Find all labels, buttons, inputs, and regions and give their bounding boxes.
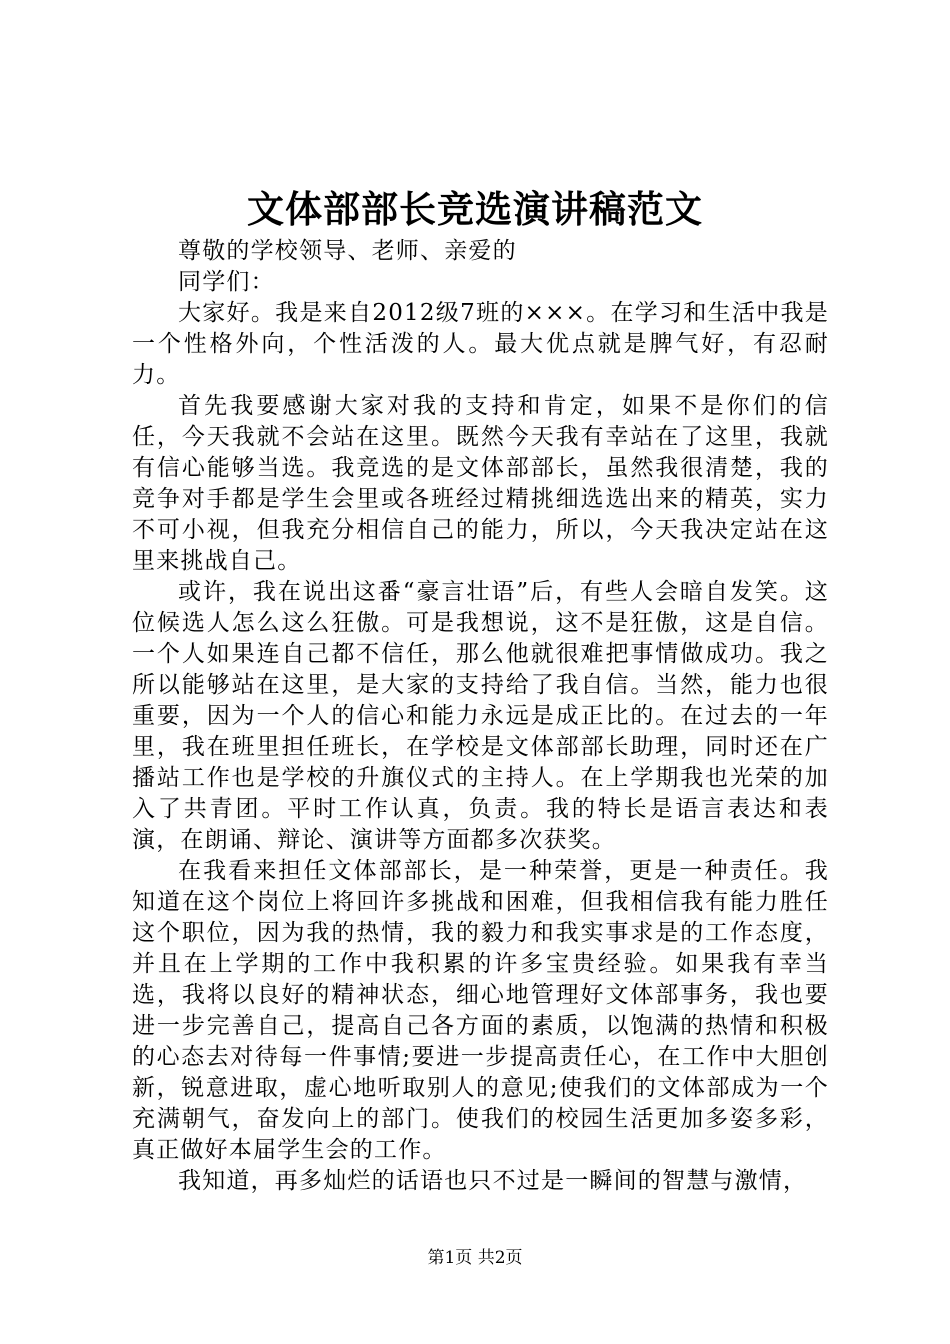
body-paragraph: 同学们： xyxy=(178,269,275,295)
document-body xyxy=(132,236,829,1197)
body-paragraph: 首先我要感谢大家对我的支持和肯定，如果不是你们的信任，今天我就不会站在这里。既然今天我有幸站在了这里，我就有信心能够当选。我竞选的是文体部部长，虽然我很清楚，我的竞争对手都是学生会里或各班经过精挑细选选出来的精英，实力不可小视，但我充分相信自己的能力，所以，今天我决定站在这里来挑战自己。 xyxy=(132,393,829,574)
body-paragraph: 我知道，再多灿烂的话语也只不过是一瞬间的智慧与激情， xyxy=(178,1168,808,1194)
body-paragraph: 或许，我在说出这番“豪言壮语”后，有些人会暗自发笑。这位候选人怎么这么狂傲。可是我想说，这不是狂傲，这是自信。一个人如果连自己都不信任，那么他就很难把事情做成功。我之所以能够站在这里，是大家的支持给了我自信。当然，能力也很重要，因为一个人的信心和能力永远是成正比的。在过去的一年里，我在班里担任班长，在学校是文体部部长助理，同时还在广播站工作也是学校的升旗仪式的主持人。在上学期我也光荣的加入了共青团。平时工作认真，负责。我的特长是语言表达和表演，在朗诵、辩论、演讲等方面都多次获奖。 xyxy=(132,579,829,853)
document-title: 文体部部长竞选演讲稿范文 xyxy=(247,187,703,231)
body-paragraph: 尊敬的学校领导、老师、亲爱的 xyxy=(178,238,517,264)
body-paragraph: 在我看来担任文体部部长，是一种荣誉，更是一种责任。我知道在这个岗位上将回许多挑战和困难，但我相信我有能力胜任这个职位，因为我的热情，我的毅力和我实事求是的工作态度，并且在上学期的工作中我积累的许多宝贵经验。如果我有幸当选，我将以良好的精神状态，细心地管理好文体部事务，我也要进一步完善自己，提高自己各方面的素质，以饱满的热情和积极的心态去对待每一件事情;要进一步提高责任心，在工作中大胆创新，锐意进取，虚心地听取别人的意见;使我们的文体部成为一个充满朝气，奋发向上的部门。使我们的校园生活更加多姿多彩，真正做好本届学生会的工作。 xyxy=(132,858,829,1163)
page-footer: 第1页 共2页 xyxy=(427,1248,523,1268)
body-paragraph: 大家好。我是来自2012级7班的×××。在学习和生活中我是一个性格外向，个性活泼的人。最大优点就是脾气好，有忍耐力。 xyxy=(132,300,829,388)
